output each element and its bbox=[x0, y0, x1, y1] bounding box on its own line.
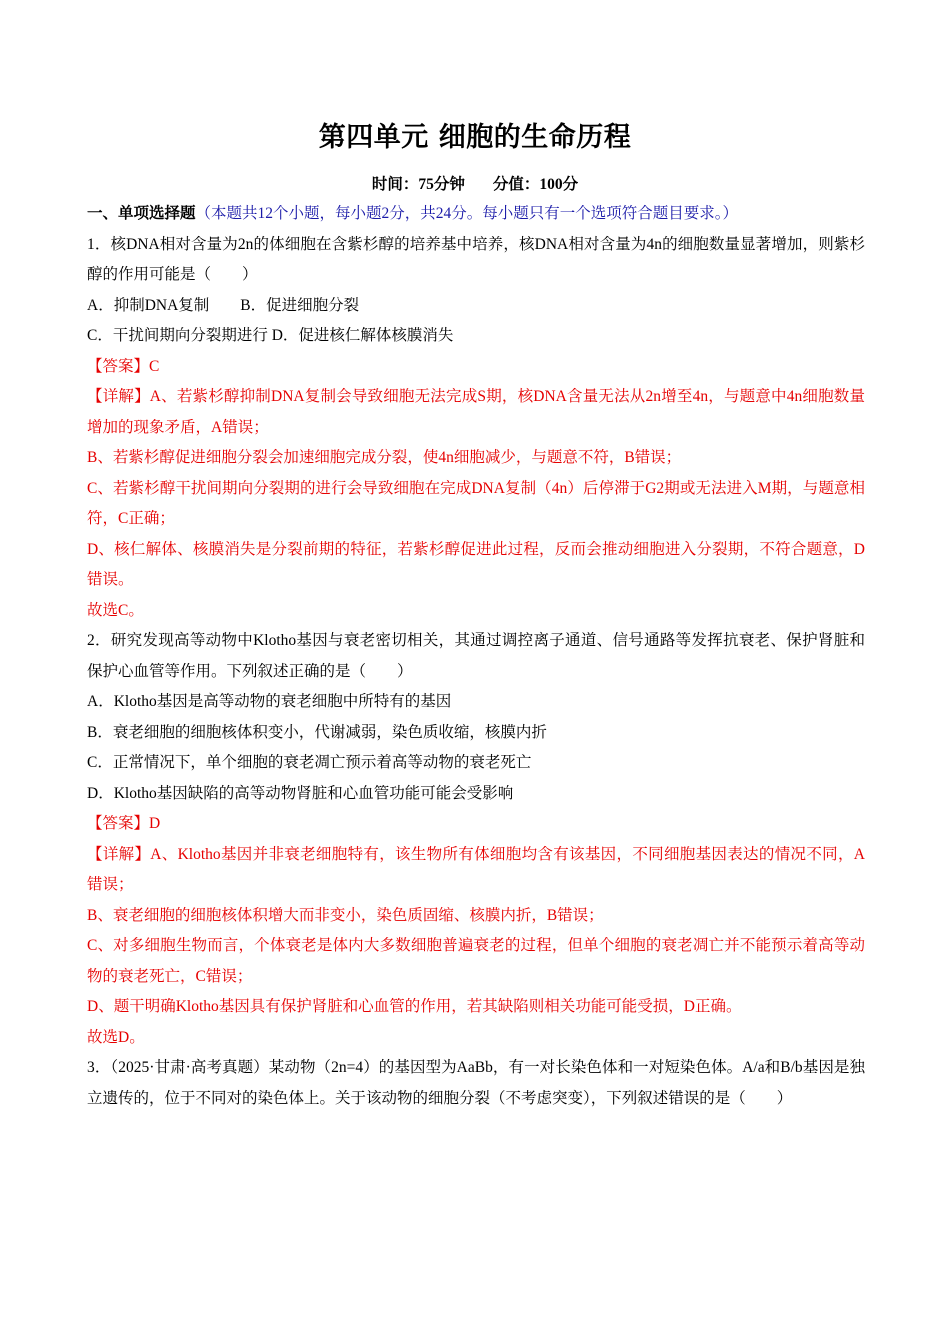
question-2-conclusion: 故选D。 bbox=[87, 1028, 145, 1046]
page-title: 第四单元 细胞的生命历程 bbox=[318, 122, 632, 153]
exam-meta bbox=[0, 172, 950, 194]
question-1-options-cd: C．干扰间期向分裂期进行 D．促进核仁解体核膜消失 bbox=[87, 327, 454, 344]
section-title: 一、单项选择题 bbox=[87, 205, 196, 222]
content bbox=[87, 199, 865, 1114]
question-2-stem: 2．研究发现高等动物中Klotho基因与衰老密切相关，其通过调控离子通道、信号通路等发挥抗衰老、保护肾脏和保护心血管等作用。下列叙述正确的是（ ） bbox=[87, 632, 865, 680]
question-1-options-ab: A．抑制DNA复制 B．促进细胞分裂 bbox=[87, 296, 360, 314]
question-2-option-c: C．正常情况下，单个细胞的衰老凋亡预示着高等动物的衰老死亡 bbox=[87, 754, 532, 771]
score-label: 分值：100分 bbox=[492, 176, 579, 193]
question-2-option-d: D．Klotho基因缺陷的高等动物肾脏和心血管功能可能会受影响 bbox=[87, 784, 514, 802]
question-1-detail-d: D、核仁解体、核膜消失是分裂前期的特征，若紫杉醇促进此过程，反而会推动细胞进入分裂期，不符合题意，D错误。 bbox=[87, 540, 865, 588]
question-1-detail-a: 【详解】A、若紫杉醇抑制DNA复制会导致细胞无法完成S期，核DNA含量无法从2n增至4n，与题意中4n细胞数量增加的现象矛盾，A错误； bbox=[87, 388, 865, 436]
question-1-detail-c: C、若紫杉醇干扰间期向分裂期的进行会导致细胞在完成DNA复制（4n）后停滞于G2期或无法进入M期，与题意相符，C正确； bbox=[87, 479, 865, 527]
question-1-detail-b: B、若紫杉醇促进细胞分裂会加速细胞完成分裂，使4n细胞减少，与题意不符，B错误； bbox=[87, 449, 682, 466]
question-2-detail-c: C、对多细胞生物而言，个体衰老是体内大多数细胞普遍衰老的过程，但单个细胞的衰老凋亡并不能预示着高等动物的衰老死亡，C错误； bbox=[87, 937, 865, 985]
section-note: （本题共12个小题，每小题2分，共24分。每小题只有一个选项符合题目要求。） bbox=[195, 205, 739, 222]
time-label: 时间：75分钟 bbox=[371, 176, 465, 193]
question-1-stem: 1．核DNA相对含量为2n的体细胞在含紫杉醇的培养基中培养，核DNA相对含量为4n的细胞数量显著增加，则紫杉醇的作用可能是（ ） bbox=[87, 235, 865, 283]
question-2-detail-b: B、衰老细胞的细胞核体积增大而非变小，染色质固缩、核膜内折，B错误； bbox=[87, 906, 604, 924]
question-2-detail-a: 【详解】A、Klotho基因并非衰老细胞特有，该生物所有体细胞均含有该基因，不同细胞基因表达的情况不同，A错误； bbox=[87, 845, 865, 893]
question-1-conclusion: 故选C。 bbox=[87, 601, 144, 619]
question-2-option-b: B．衰老细胞的细胞核体积变小，代谢减弱，染色质收缩，核膜内折 bbox=[87, 723, 547, 741]
question-2-option-a: A．Klotho基因是高等动物的衰老细胞中所特有的基因 bbox=[87, 693, 452, 710]
question-2-answer: 【答案】D bbox=[87, 815, 161, 832]
question-3-stem: 3．（2025·甘肃·高考真题）某动物（2n=4）的基因型为AaBb，有一对长染色体和一对短染色体。A/a和B/b基因是独立遗传的，位于不同对的染色体上。关于该动物的细胞分裂（不考虑突变），下列叙述错误的是（ ） bbox=[87, 1059, 865, 1107]
question-1-answer: 【答案】C bbox=[87, 357, 160, 375]
section-heading bbox=[87, 199, 865, 230]
question-2-detail-d: D、题干明确Klotho基因具有保护肾脏和心血管的作用，若其缺陷则相关功能可能受损，D正确。 bbox=[87, 998, 742, 1015]
